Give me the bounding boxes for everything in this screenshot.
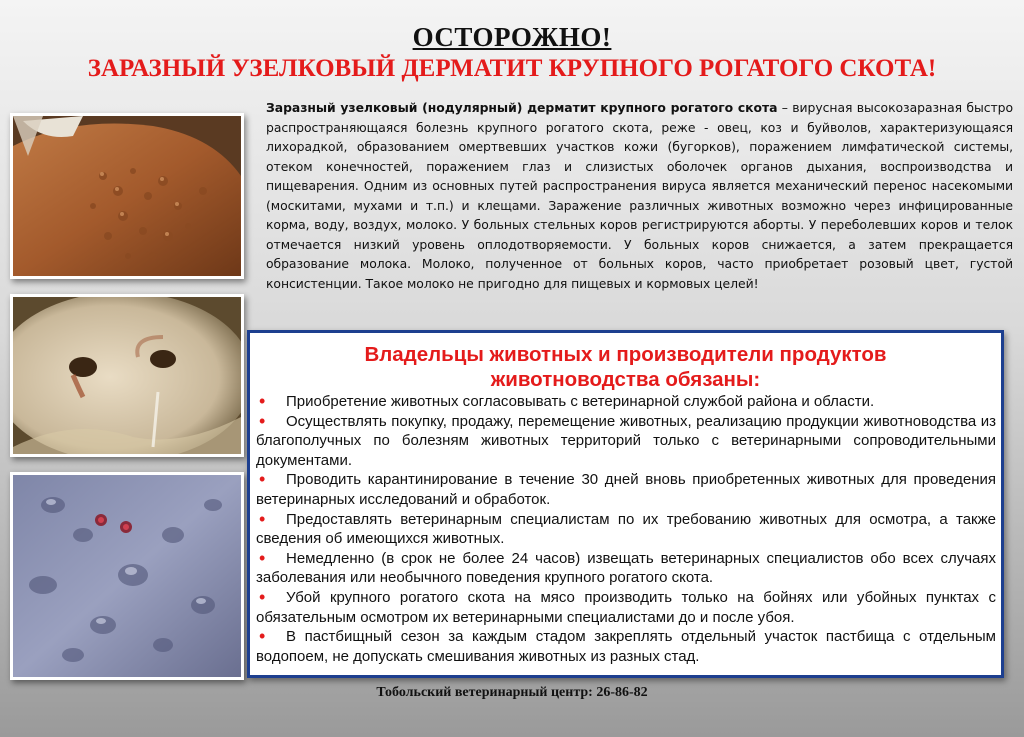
list-item-text: Осуществлять покупку, продажу, перемещение животных, реализацию продукции животноводства из благополучных по болезням животных территорий только с ветеринарными сопроводительными документами. [256, 412, 996, 469]
cow-muzzle-photo [10, 294, 244, 457]
disease-description [266, 98, 1013, 293]
list-item [256, 627, 996, 666]
page-title: ОСТОРОЖНО! [412, 22, 612, 52]
footer-contact: Тобольский ветеринарный центр: 26-86-82 [376, 685, 648, 700]
obligations-list [256, 392, 996, 666]
page-subtitle: ЗАРАЗНЫЙ УЗЕЛКОВЫЙ ДЕРМАТИТ КРУПНОГО РОГАТОГО СКОТА! [87, 55, 937, 82]
list-item [256, 412, 996, 471]
cow-neck-photo [10, 113, 244, 279]
list-item-text: Предоставлять ветеринарным специалистам по их требованию животных для осмотра, а также сведения об имеющихся животных. [256, 510, 996, 548]
list-item [256, 549, 996, 588]
list-item [256, 588, 996, 627]
list-item [256, 510, 996, 549]
list-item [256, 392, 996, 412]
list-item-text: В пастбищный сезон за каждым стадом закреплять отдельный участок пастбища с отдельным водопоем, не допускать смешивания животных из разных стад. [256, 628, 996, 665]
list-item-text: Немедленно (в срок не более 24 часов) извещать ветеринарных специалистов обо всех случаях заболевания или необычного поведения крупного рогатого скота. [256, 549, 996, 587]
bullet-icon: • [259, 547, 266, 568]
bullet-icon: • [259, 469, 266, 490]
bullet-icon: • [259, 626, 266, 647]
obligations-title-line2: животноводства обязаны: [490, 368, 761, 391]
list-item [256, 470, 996, 509]
disease-description-text: – вирусная высокозаразная быстро распространяющаяся болезнь крупного рогатого скота, реже - овец, коз и буйволов, характеризующаяся лихорадкой, образованием омертвевших участков кожи (бугорков), поражением лимфатической системы, отеком конечностей, поражением глаз и слизистых оболочек органов дыхания, воспроизводства и пищеварения. Одним из основных путей распространения вируса является механический перенос насекомыми (москитами, мухами и т.п.) и клещами. Заражение различных животных возможно через инфицированные корма, воду, воздух, молоко. У больных стельных коров регистрируются аборты. У переболевших коров и телок отмечается низкий уровень оплодотворяемости. У больных коров снижается, а затем прекращается образование молока. Молоко, полученное от больных коров, часто приобретает розовый цвет, густой консистенции. Такое молоко не пригодно для пищевых и кормовых целей! [266, 100, 1013, 291]
skin-lesions-photo [10, 472, 244, 680]
obligations-title-line1: Владельцы животных и производители продуктов [364, 343, 887, 366]
bullet-icon: • [259, 586, 266, 607]
list-item-text: Убой крупного рогатого скота на мясо производить только на бойнях или убойных пунктах с обязательным осмотром их ветеринарными специалистами до и после убоя. [256, 588, 996, 626]
list-item-text: Приобретение животных согласовывать с ветеринарной службой района и области. [286, 393, 875, 410]
bullet-icon: • [259, 508, 266, 529]
obligations-title [250, 342, 1001, 392]
obligations-box [247, 330, 1004, 678]
bullet-icon: • [259, 410, 266, 431]
disease-term: Заразный узелковый (нодулярный) дерматит крупного рогатого скота [266, 100, 778, 115]
bullet-icon: • [259, 391, 266, 411]
list-item-text: Проводить карантинирование в течение 30 дней вновь приобретенных животных для проведения ветеринарных исследований и обработок. [256, 471, 996, 508]
